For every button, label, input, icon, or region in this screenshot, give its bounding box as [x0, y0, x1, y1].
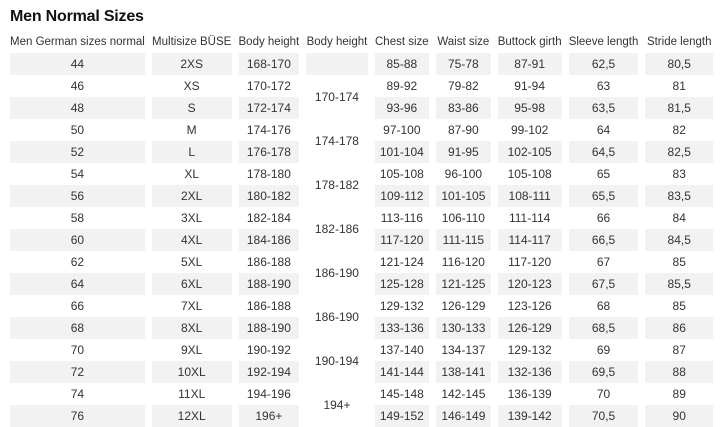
cell-buttock-girth: 91-94: [514, 79, 545, 93]
cell-buttock-girth: 136-139: [507, 387, 552, 401]
cell-chest-size: 97-100: [383, 123, 421, 137]
cell-body-height: 178-180: [246, 167, 291, 181]
cell-german-size: 52: [10, 141, 145, 163]
cell-german-size: 76: [10, 405, 145, 427]
cell-stride-length: 84,5: [645, 229, 713, 251]
cell-multisize-buse: 2XS: [152, 53, 232, 75]
column-header: Sleeve length: [568, 35, 639, 48]
cell-stride-length: 88: [645, 361, 713, 383]
table-row: [10, 251, 713, 273]
cell-chest-size: 93-96: [375, 97, 429, 119]
cell-body-height: 170-172: [246, 79, 291, 93]
cell-chest-size: 113-116: [380, 211, 423, 225]
cell-waist-size: 138-141: [436, 361, 491, 383]
cell-body-height: 172-174: [239, 97, 300, 119]
cell-stride-length: 80,5: [645, 53, 713, 75]
table-row: [10, 339, 713, 361]
cell-buttock-girth: 102-105: [498, 141, 562, 163]
cell-sleeve-length: 64: [596, 123, 611, 137]
cell-german-size: 60: [10, 229, 145, 251]
cell-body-height: 186-188: [246, 255, 291, 269]
cell-multisize-buse: 6XL: [152, 273, 232, 295]
cell-buttock-girth: 123-126: [507, 299, 552, 313]
cell-waist-size: 75-78: [436, 53, 491, 75]
cell-multisize-buse: 3XL: [181, 211, 203, 225]
cell-german-size: 50: [70, 123, 85, 137]
cell-german-size: 68: [10, 317, 145, 339]
cell-chest-size: 85-88: [375, 53, 429, 75]
cell-german-size: 46: [70, 79, 85, 93]
cell-sleeve-length: 70,5: [569, 405, 639, 427]
cell-stride-length: 85: [672, 255, 686, 269]
cell-buttock-girth: 95-98: [498, 97, 562, 119]
cell-waist-size: 130-133: [436, 317, 491, 339]
cell-sleeve-length: 69: [596, 343, 611, 357]
cell-buttock-girth: 117-120: [508, 255, 552, 269]
cell-stride-length: 81: [672, 79, 686, 93]
column-header: Chest size: [375, 35, 429, 48]
cell-body-height: 168-170: [239, 53, 300, 75]
cell-multisize-buse: 10XL: [152, 361, 232, 383]
cell-multisize-buse: L: [152, 141, 232, 163]
cell-body-height-range: 194+: [323, 398, 351, 412]
header-row: [10, 30, 713, 53]
cell-body-height: 184-186: [239, 229, 300, 251]
cell-german-size: 74: [70, 387, 85, 401]
cell-german-size: 72: [10, 361, 145, 383]
cell-buttock-girth: 105-108: [507, 167, 552, 181]
cell-buttock-girth: 108-111: [498, 185, 562, 207]
cell-chest-size: 137-140: [379, 343, 424, 357]
cell-stride-length: 85,5: [645, 273, 713, 295]
cell-multisize-buse: 7XL: [181, 299, 203, 313]
cell-body-height-range: [306, 53, 367, 75]
cell-body-height-range: 186-190: [314, 310, 359, 324]
cell-sleeve-length: 62,5: [569, 53, 639, 75]
cell-german-size: 66: [70, 299, 85, 313]
cell-waist-size: 91-95: [436, 141, 491, 163]
cell-sleeve-length: 65,5: [569, 185, 639, 207]
cell-waist-size: 134-137: [441, 343, 486, 357]
cell-stride-length: 82: [672, 123, 686, 137]
cell-chest-size: 145-148: [379, 387, 424, 401]
cell-german-size: 48: [10, 97, 145, 119]
cell-stride-length: 85: [672, 299, 686, 313]
cell-body-height: 190-192: [246, 343, 291, 357]
cell-multisize-buse: 11XL: [178, 387, 206, 401]
cell-german-size: 64: [10, 273, 145, 295]
cell-body-height-range: 178-182: [314, 178, 359, 192]
cell-body-height: 174-176: [246, 123, 291, 137]
cell-waist-size: 79-82: [448, 79, 479, 93]
cell-multisize-buse: 12XL: [152, 405, 232, 427]
cell-body-height-range: 182-186: [314, 222, 359, 236]
cell-buttock-girth: 139-142: [498, 405, 562, 427]
cell-sleeve-length: 66,5: [569, 229, 639, 251]
cell-buttock-girth: 120-123: [498, 273, 562, 295]
cell-body-height-range: 186-190: [314, 266, 359, 280]
cell-body-height-range: 170-174: [314, 90, 359, 104]
column-header: Men German sizes normal: [10, 35, 145, 48]
size-table-header: [10, 30, 713, 53]
cell-body-height: 186-188: [246, 299, 291, 313]
cell-stride-length: 83: [672, 167, 686, 181]
column-header: Buttock girth: [497, 35, 562, 48]
cell-body-height: 182-184: [246, 211, 291, 225]
cell-stride-length: 90: [645, 405, 713, 427]
cell-waist-size: 83-86: [436, 97, 491, 119]
cell-multisize-buse: 9XL: [181, 343, 203, 357]
cell-chest-size: 121-124: [379, 255, 424, 269]
cell-german-size: 70: [70, 343, 85, 357]
cell-sleeve-length: 63,5: [569, 97, 639, 119]
cell-sleeve-length: 67,5: [569, 273, 639, 295]
column-header: Body height: [238, 35, 300, 48]
cell-german-size: 56: [10, 185, 145, 207]
table-row: [10, 119, 713, 141]
cell-waist-size: 142-145: [441, 387, 486, 401]
cell-multisize-buse: M: [186, 123, 197, 137]
cell-chest-size: 109-112: [375, 185, 429, 207]
column-header: Stride length: [646, 35, 712, 48]
cell-waist-size: 101-105: [436, 185, 491, 207]
cell-chest-size: 129-132: [379, 299, 424, 313]
cell-stride-length: 83,5: [645, 185, 713, 207]
cell-buttock-girth: 87-91: [498, 53, 562, 75]
cell-waist-size: 116-120: [441, 255, 485, 269]
column-header: Multisize BÜSE: [152, 35, 232, 48]
cell-waist-size: 96-100: [444, 167, 483, 181]
cell-sleeve-length: 67: [596, 255, 611, 269]
table-row: [10, 295, 713, 317]
cell-body-height: 188-190: [239, 317, 300, 339]
cell-waist-size: 106-110: [441, 211, 485, 225]
cell-multisize-buse: S: [152, 97, 232, 119]
cell-chest-size: 141-144: [375, 361, 429, 383]
cell-body-height: 188-190: [239, 273, 300, 295]
table-row: [10, 53, 713, 75]
cell-german-size: 54: [70, 167, 85, 181]
cell-sleeve-length: 66: [596, 211, 611, 225]
cell-body-height: 196+: [239, 405, 300, 427]
cell-stride-length: 82,5: [645, 141, 713, 163]
size-table-body: [10, 53, 713, 427]
cell-german-size: 58: [70, 211, 85, 225]
cell-waist-size: 111-115: [436, 229, 491, 251]
cell-sleeve-length: 68,5: [569, 317, 639, 339]
cell-buttock-girth: 114-117: [498, 229, 562, 251]
cell-multisize-buse: 4XL: [152, 229, 232, 251]
cell-german-size: 62: [70, 255, 85, 269]
cell-body-height: 192-194: [239, 361, 300, 383]
size-table: [3, 30, 720, 427]
cell-waist-size: 87-90: [448, 123, 479, 137]
cell-buttock-girth: 132-136: [498, 361, 562, 383]
table-row: [10, 383, 713, 405]
cell-stride-length: 87: [672, 343, 686, 357]
cell-body-height: 180-182: [239, 185, 300, 207]
cell-body-height: 176-178: [239, 141, 300, 163]
cell-sleeve-length: 69,5: [569, 361, 639, 383]
cell-sleeve-length: 68: [596, 299, 611, 313]
cell-buttock-girth: 99-102: [510, 123, 549, 137]
cell-multisize-buse: 8XL: [152, 317, 232, 339]
cell-buttock-girth: 129-132: [507, 343, 552, 357]
cell-multisize-buse: 5XL: [181, 255, 203, 269]
cell-chest-size: 125-128: [375, 273, 429, 295]
cell-buttock-girth: 111-114: [508, 211, 551, 225]
cell-buttock-girth: 126-129: [498, 317, 562, 339]
cell-stride-length: 86: [645, 317, 713, 339]
cell-body-height-range: 190-194: [314, 354, 359, 368]
cell-stride-length: 84: [672, 211, 686, 225]
cell-body-height-range: 174-178: [314, 134, 359, 148]
cell-chest-size: 117-120: [375, 229, 429, 251]
cell-waist-size: 126-129: [441, 299, 486, 313]
column-header: Waist size: [437, 35, 490, 48]
cell-chest-size: 133-136: [375, 317, 429, 339]
cell-multisize-buse: XS: [183, 79, 200, 93]
table-row: [10, 75, 713, 97]
cell-body-height: 194-196: [246, 387, 291, 401]
column-header: Body height: [306, 35, 368, 48]
cell-sleeve-length: 65: [596, 167, 611, 181]
cell-sleeve-length: 64,5: [569, 141, 639, 163]
cell-chest-size: 149-152: [375, 405, 429, 427]
cell-waist-size: 146-149: [436, 405, 491, 427]
cell-chest-size: 101-104: [375, 141, 429, 163]
cell-waist-size: 121-125: [436, 273, 491, 295]
cell-sleeve-length: 70: [596, 387, 611, 401]
cell-multisize-buse: XL: [184, 167, 200, 181]
table-row: [10, 163, 713, 185]
cell-chest-size: 105-108: [379, 167, 424, 181]
cell-sleeve-length: 63: [596, 79, 611, 93]
table-row: [10, 207, 713, 229]
cell-german-size: 44: [10, 53, 145, 75]
cell-stride-length: 89: [672, 387, 686, 401]
cell-stride-length: 81,5: [645, 97, 713, 119]
cell-multisize-buse: 2XL: [152, 185, 232, 207]
cell-chest-size: 89-92: [386, 79, 418, 93]
page-title: Men Normal Sizes: [10, 8, 144, 25]
